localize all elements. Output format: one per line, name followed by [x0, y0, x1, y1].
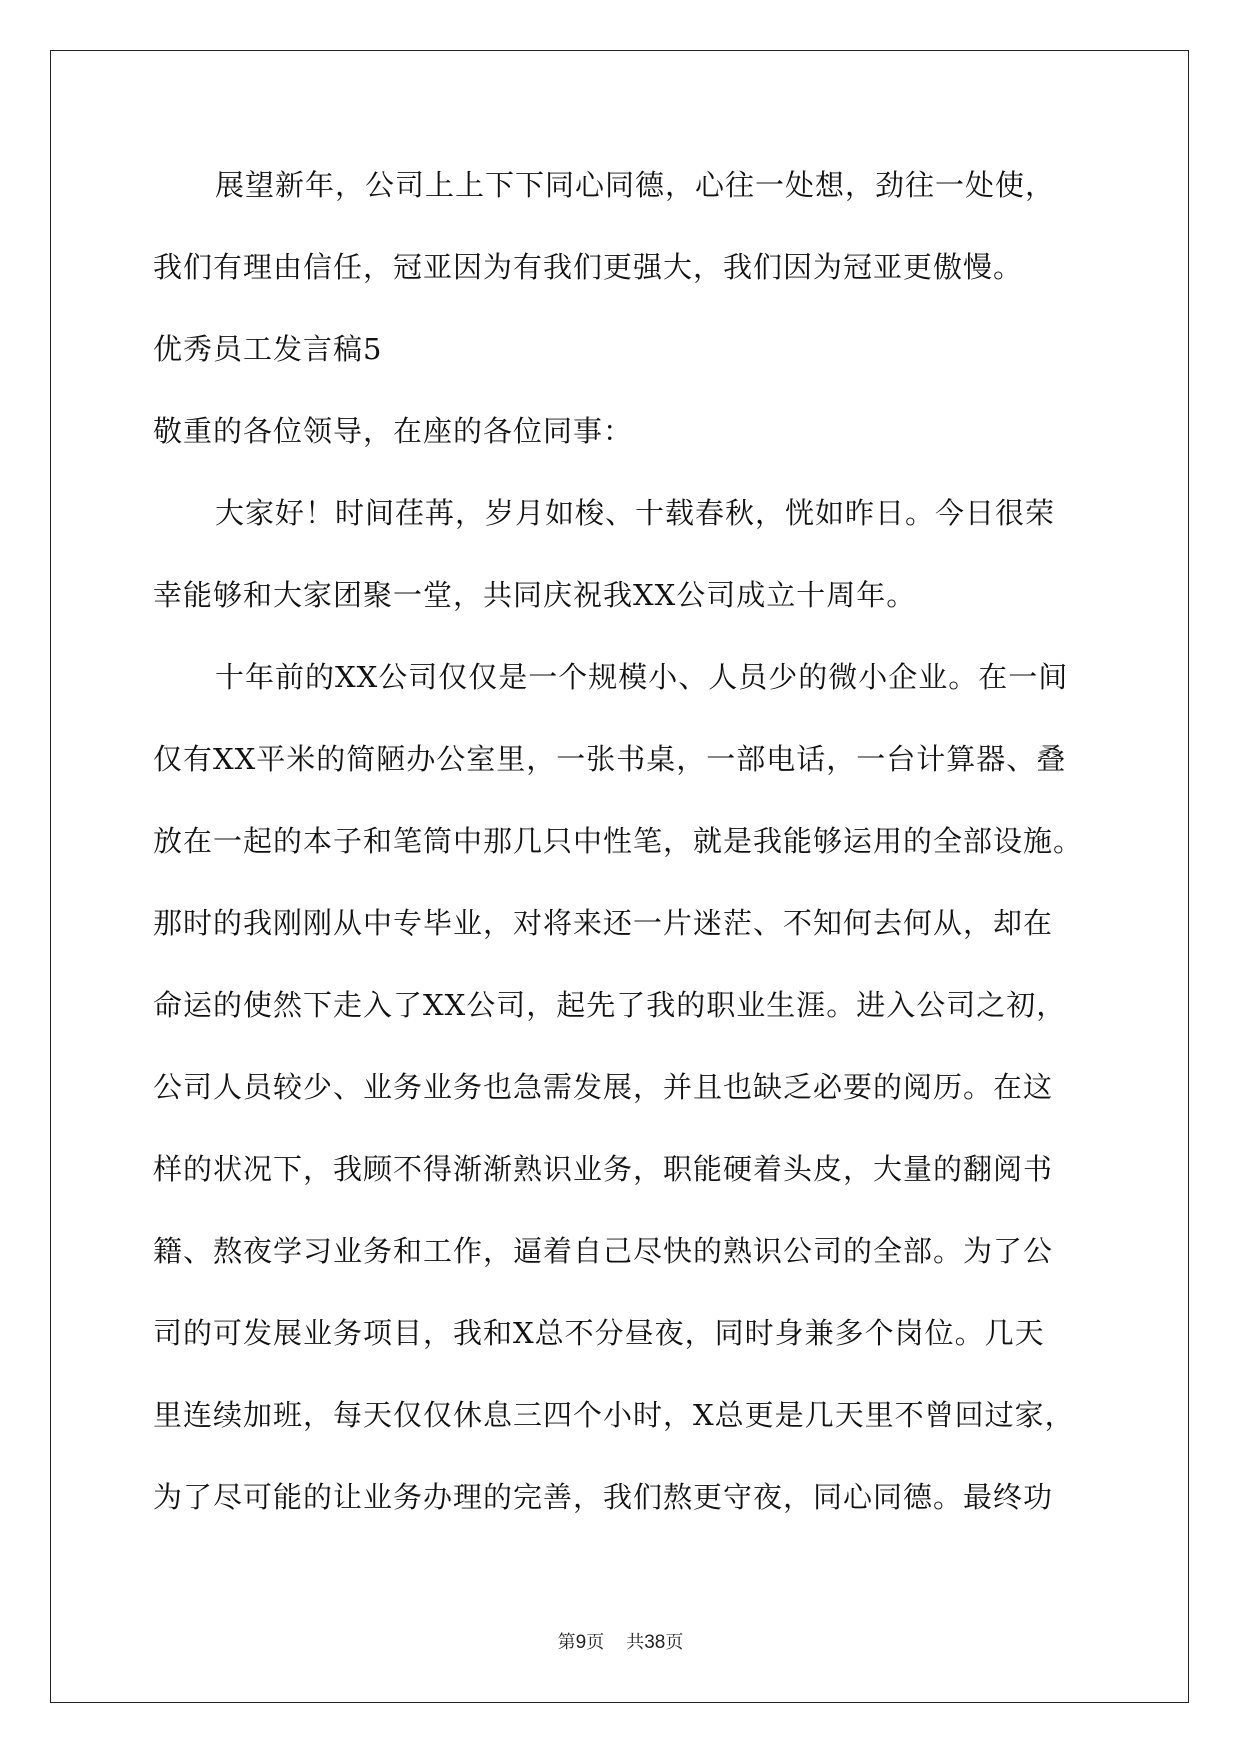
total-pages: 38 [644, 1632, 666, 1653]
total-suffix: 页 [665, 1632, 684, 1653]
paragraph-line: 放在一起的本子和笔筒中那几只中性笔，就是我能够运用的全部设施。 [153, 824, 1084, 858]
salutation: 敬重的各位领导，在座的各位同事： [153, 414, 634, 448]
section-heading: 优秀员工发言稿5 [153, 332, 383, 366]
page-number: 9 [575, 1632, 587, 1653]
page-prefix: 第 [557, 1632, 576, 1653]
page-footer [0, 1628, 1241, 1654]
paragraph-line: 籍、熬夜学习业务和工作，逼着自己尽快的熟识公司的全部。为了公 [153, 1234, 1054, 1268]
paragraph-line: 大家好！时间荏苒，岁月如梭、十载春秋，恍如昨日。今日很荣 [215, 496, 1056, 530]
paragraph-line: 为了尽可能的让业务办理的完善，我们熬更守夜，同心同德。最终功 [153, 1480, 1054, 1514]
paragraph-line: 那时的我刚刚从中专毕业，对将来还一片迷茫、不知何去何从，却在 [153, 906, 1054, 940]
paragraph-line: 司的可发展业务项目，我和X总不分昼夜，同时身兼多个岗位。几天 [153, 1316, 1045, 1350]
paragraph-line: 幸能够和大家团聚一堂，共同庆祝我XX公司成立十周年。 [153, 578, 917, 612]
paragraph-line: 我们有理由信任，冠亚因为有我们更强大，我们因为冠亚更傲慢。 [153, 250, 1024, 284]
document-body [153, 160, 1088, 1554]
paragraph-line: 仅有XX平米的简陋办公室里，一张书桌，一部电话，一台计算器、叠 [153, 742, 1067, 776]
paragraph-line: 命运的使然下走入了XX公司，起先了我的职业生涯。进入公司之初， [153, 988, 1067, 1022]
paragraph-line: 十年前的XX公司仅仅是一个规模小、人员少的微小企业。在一间 [215, 660, 1069, 694]
page-suffix: 页 [586, 1632, 605, 1653]
paragraph-line: 样的状况下，我顾不得渐渐熟识业务，职能硬着头皮，大量的翻阅书 [153, 1152, 1054, 1186]
paragraph-line: 展望新年，公司上上下下同心同德，心往一处想，劲往一处使， [215, 168, 1056, 202]
total-prefix: 共 [626, 1632, 645, 1653]
paragraph-line: 里连续加班，每天仅仅休息三四个小时，X总更是几天里不曾回过家， [153, 1398, 1075, 1432]
paragraph-line: 公司人员较少、业务业务也急需发展，并且也缺乏必要的阅历。在这 [153, 1070, 1054, 1104]
